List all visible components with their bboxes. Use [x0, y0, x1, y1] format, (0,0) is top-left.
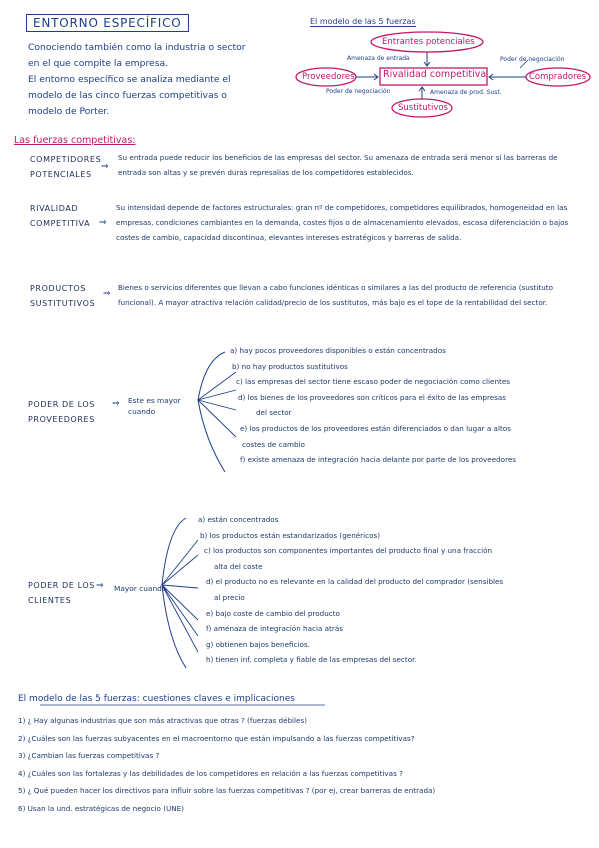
intro-line: en el que compite la empresa. [28, 58, 169, 69]
question-item: 3) ¿Cambian las fuerzas competitivas ? [18, 751, 160, 761]
intro-line: modelo de las cinco fuerzas competitivas o [28, 90, 227, 101]
proveedores-list [230, 343, 516, 468]
arrow-icon: ⇒ [103, 289, 111, 299]
intro-line: Conociendo también como la industria o sector [28, 42, 246, 53]
force-label: PRODUCTOS SUSTITUTIVOS [30, 284, 96, 308]
arrow-icon: ⇒ [101, 162, 109, 172]
diagram-center-label: Rivalidad competitiva [383, 69, 487, 80]
force-text: Bienes o servicios diferentes que llevan a cabo funciones idénticas o similares a las del producto de referencia (sustituto funcional). A mayor atractiva relación calidad/precio de los sustitutos, más bajo es el tope de la rentabilidad del sector. [118, 283, 553, 307]
list-item: c) los productos son componentes importantes del producto final y una fracción [204, 546, 493, 556]
forces-heading: Las fuerzas competitivas: [14, 135, 136, 146]
question-item: 1) ¿ Hay algunas industrias que son más atractivas que otras ? (fuerzas débiles) [18, 716, 308, 725]
list-item: d) los bienes de los proveedores son críticos para el éxito de las empresas [238, 392, 507, 402]
page-title: ENTORNO ESPECÍFICO [26, 14, 189, 32]
list-item: del sector [256, 408, 292, 418]
question-item: 4) ¿Cuáles son las fortalezas y las debilidades de los competidores en relación a las fuerzas competitivas ? [18, 768, 403, 778]
question-item: 2) ¿Cuáles son las fuerzas subyacentes en el macroentorno que están impulsando a las fuerzas competitivas? [18, 733, 415, 743]
list-item: g) obtienen bajos beneficios. [206, 639, 310, 649]
intro-line: El entorno específico se analiza mediante el [28, 74, 231, 85]
diagram-arrow-bottom-label: Amenaza de prod. Sust. [430, 89, 502, 96]
diagram-arrow-top-label: Amenaza de entrada [347, 55, 410, 62]
list-item: e) los productos de los proveedores están diferenciados o dan lugar a altos [240, 423, 511, 433]
list-item: a) están concentrados [198, 515, 279, 524]
clientes-list [198, 512, 503, 668]
diagram-bottom-label: Sustitutivos [398, 103, 448, 113]
arrow-icon: ⇒ [96, 581, 104, 591]
diagram-arrow-right-label: Poder de negociación [500, 56, 565, 63]
arrow-icon: ⇒ [112, 399, 120, 409]
questions-heading: El modelo de las 5 fuerzas: cuestiones claves e implicaciones [18, 694, 295, 704]
list-item: f) existe amenaza de integración hacia delante por parte de los proveedores [240, 455, 517, 465]
arrow-icon: ⇒ [99, 218, 107, 228]
list-item: costes de cambio [242, 439, 305, 449]
diagram-right-label: Compradores [529, 72, 587, 82]
list-item: alta del coste [214, 561, 263, 571]
force-text: Su intensidad depende de factores estructurales: gran nº de competidores, competidores equilibrados, homogeneidad en las empresas, condiciones cambiantes en la demanda, costes fijos o de almacenamiento elevados, escasa diferenciación o bajos costes de cambio, capacidad discontinua, elevantes intereses estratégicos y barreras de salida. [116, 203, 569, 242]
diagram-left-label: Proveedores [302, 72, 355, 82]
list-item: f) amenaza de integración hacia atrás [206, 624, 343, 634]
proveedores-condition: Este es mayor cuando [128, 396, 181, 416]
diagram-title: El modelo de las 5 fuerzas [310, 17, 416, 26]
list-item: e) bajo coste de cambio del producto [206, 608, 340, 618]
force-label: RIVALIDAD COMPETITIVA [30, 204, 91, 228]
question-item: 5) ¿ Qué pueden hacer los directivos para influir sobre las fuerzas competitivas ? (por ej, crear barreras de entrada) [18, 786, 436, 796]
list-item: d) el producto no es relevante en la calidad del producto del comprador (sensibles [206, 577, 504, 587]
clientes-label: PODER DE LOS CLIENTES [28, 581, 95, 605]
clientes-condition: Mayor cuando [114, 584, 167, 593]
list-item: al precio [214, 592, 245, 602]
list-item: b) no hay productos sustitutivos [232, 361, 348, 371]
diagram-arrow-left-label: Poder de negociación [326, 88, 391, 95]
proveedores-label: PODER DE LOS PROVEEDORES [28, 400, 95, 424]
list-item: b) los productos están estandarizados (genéricos) [200, 530, 381, 540]
list-item: a) hay pocos proveedores disponibles o están concentrados [230, 346, 446, 355]
question-item: 6) Usan la und. estratégicas de negocio (UNE) [18, 803, 184, 813]
intro-line: modelo de Porter. [28, 106, 110, 117]
list-item: h) tienen inf. completa y fiable de las empresas del sector. [206, 655, 417, 665]
diagram-top-label: Entrantes potenciales [382, 37, 475, 47]
list-item: c) las empresas del sector tiene escaso poder de negociación como clientes [236, 377, 511, 387]
force-label: COMPETIDORES POTENCIALES [30, 155, 102, 179]
questions-list [18, 712, 435, 818]
force-text: Su entrada puede reducir los beneficios de las empresas del sector. Su amenaza de entrada será menor si las barreras de entrada son altas y se prevén duras represalias de los competidores establecidos. [118, 153, 558, 177]
